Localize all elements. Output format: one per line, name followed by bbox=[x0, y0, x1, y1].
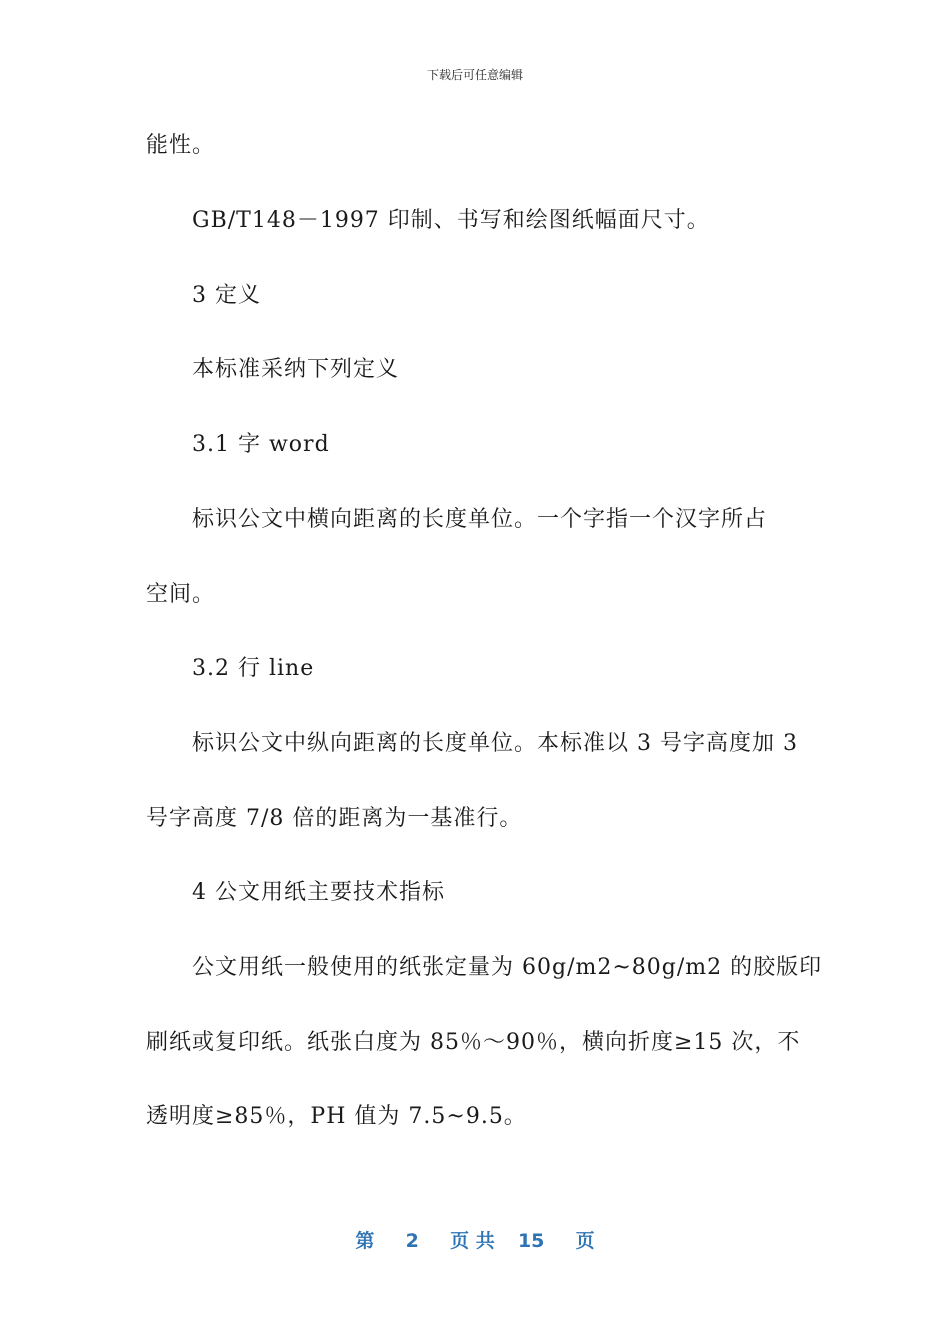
text-line: 空间。 bbox=[146, 582, 216, 607]
section-heading: 3.2 行 line bbox=[192, 656, 315, 681]
footer-middle: 页 共 bbox=[450, 1230, 495, 1252]
footer-prefix: 第 bbox=[355, 1230, 375, 1252]
text-line: 能性。 bbox=[146, 133, 216, 158]
text-line: 号字高度 7/8 倍的距离为一基准行。 bbox=[146, 806, 523, 831]
text-line: 公文用纸一般使用的纸张定量为 60g/m2~80g/m2 的胶版印 bbox=[192, 955, 823, 980]
text-line: 本标准采纳下列定义 bbox=[192, 357, 400, 382]
total-pages-number: 15 bbox=[517, 1230, 545, 1252]
text-line: GB/T148－1997 印制、书写和绘图纸幅面尺寸。 bbox=[192, 208, 710, 233]
page-footer bbox=[0, 1226, 950, 1253]
text-line: 刷纸或复印纸。纸张白度为 85％～90％，横向折度≥15 次，不 bbox=[146, 1030, 801, 1055]
page-header: 下载后可任意编辑 bbox=[426, 68, 523, 82]
current-page-number: 2 bbox=[405, 1230, 419, 1252]
section-heading: 4 公文用纸主要技术指标 bbox=[192, 880, 445, 905]
text-line: 透明度≥85％，PH 值为 7.5~9.5。 bbox=[146, 1104, 527, 1129]
text-line: 标识公文中横向距离的长度单位。一个字指一个汉字所占 bbox=[192, 507, 768, 532]
section-heading: 3 定义 bbox=[192, 283, 261, 308]
text-line: 标识公文中纵向距离的长度单位。本标准以 3 号字高度加 3 bbox=[192, 731, 798, 756]
footer-suffix: 页 bbox=[575, 1230, 595, 1252]
section-heading: 3.1 字 word bbox=[192, 432, 330, 457]
